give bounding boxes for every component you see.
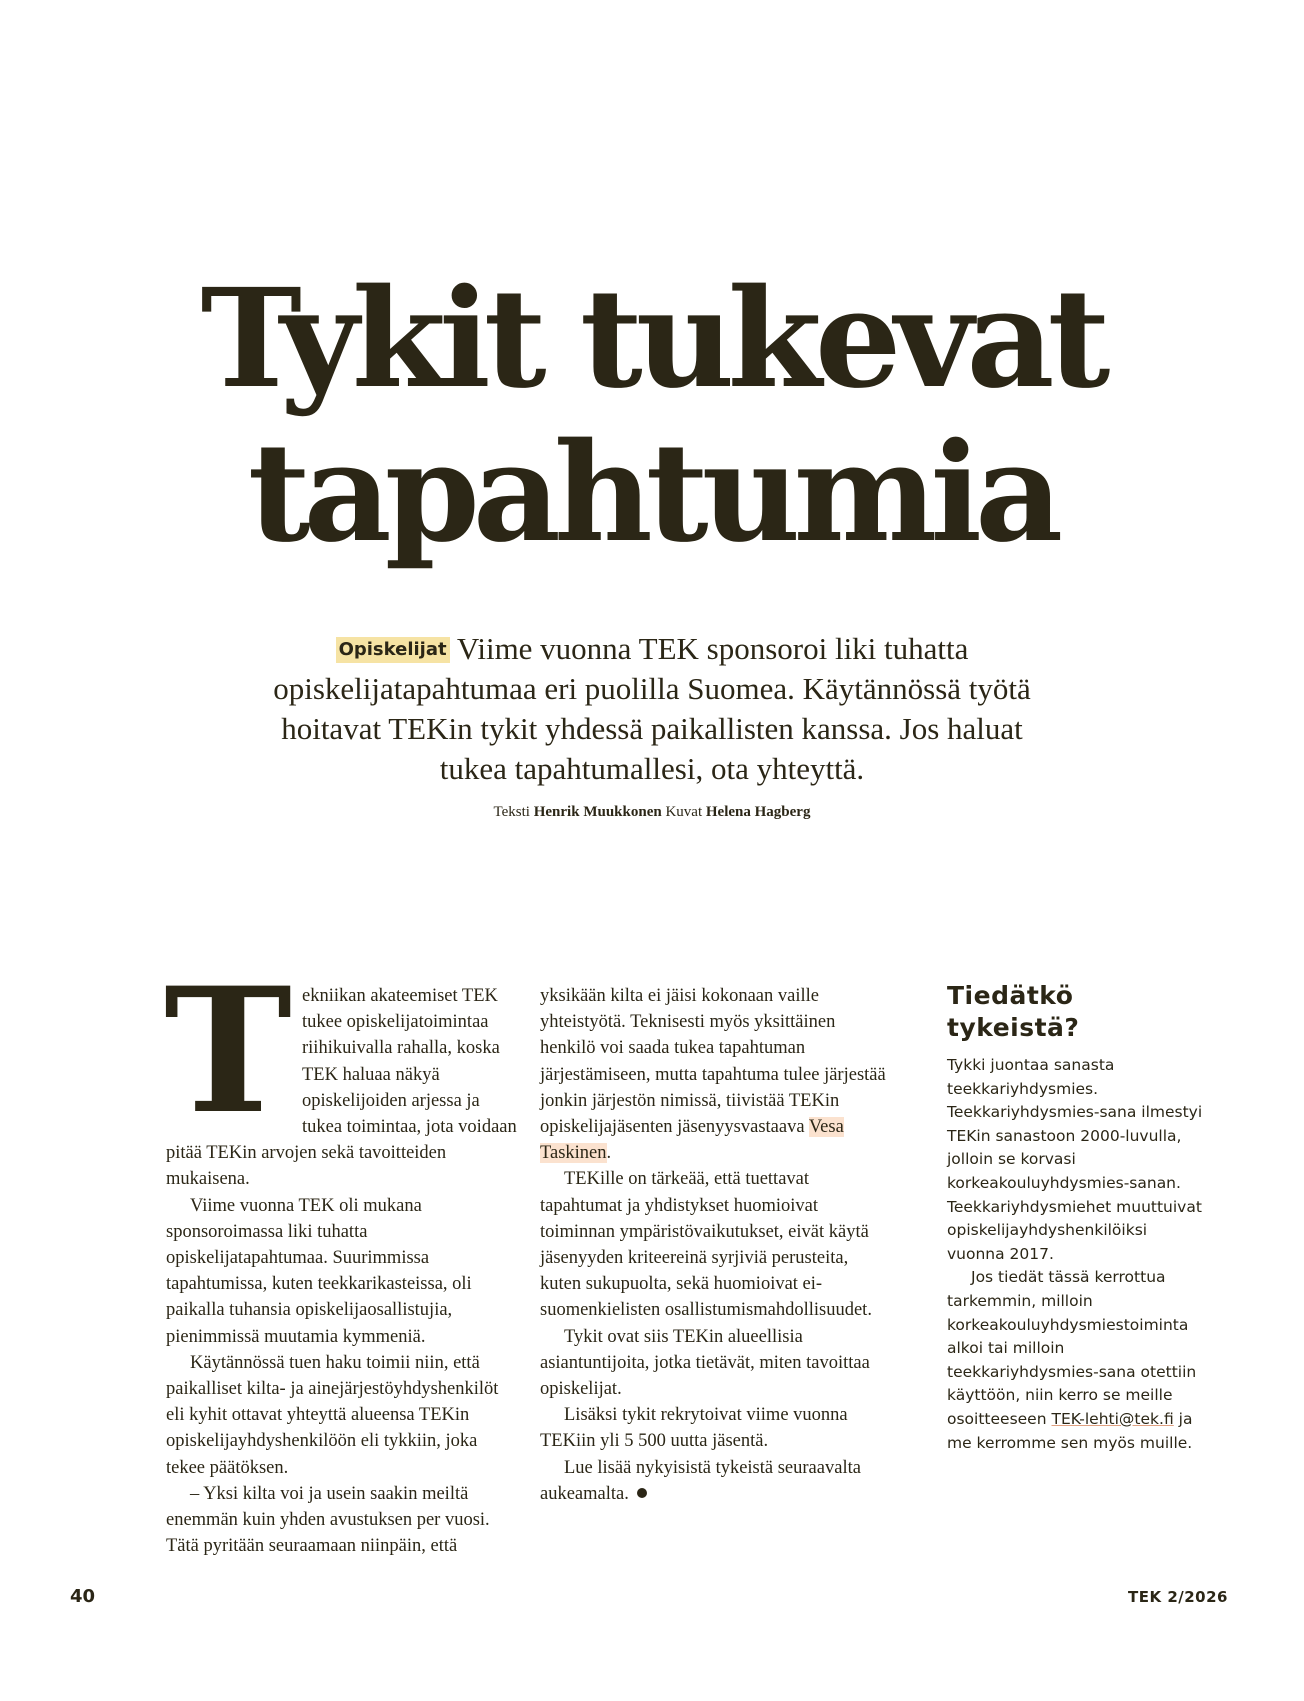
kicker-badge: Opiskelijat	[336, 637, 450, 663]
body-paragraph-4	[540, 983, 892, 1166]
headline-line-2: tapahtumia	[247, 413, 1057, 573]
article-column-1	[164, 949, 518, 1559]
body-paragraph-6: Tykit ovat siis TEKin alueellisia asiantuntijoita, jotka tietävät, miten tavoittaa opiskelijat.	[540, 1326, 870, 1400]
body-paragraph-4-end: .	[606, 1143, 612, 1164]
headline-line-1: Tykit tukevat	[200, 259, 1104, 419]
byline-author: Henrik Muukkonen	[533, 804, 662, 820]
body-paragraph-2: Viime vuonna TEK oli mukana sponsoroimassa liki tuhatta opiskelijatapahtumaa. Suurimmissa tapahtumissa, kuten teekkarikasteissa, oli paikalla tuhansia opiskelijaosallistujia, pienimmissä muutamia kymmeniä.	[166, 1195, 472, 1347]
drop-cap: T	[164, 949, 292, 1152]
byline	[0, 804, 1304, 821]
byline-photo-label: Kuvat	[665, 804, 703, 820]
byline-text-label: Teksti	[493, 804, 530, 820]
body-paragraph-1	[164, 949, 518, 1193]
sidebar-paragraph-2	[947, 1266, 1209, 1455]
email-link[interactable]: TEK-lehti@tek.fi	[1051, 1409, 1174, 1428]
headline	[0, 259, 1304, 573]
lede-text: Viime vuonna TEK sponsoroi liki tuhatta opiskelijatapahtumaa eri puolilla Suomea. Käytännössä työtä hoitavat TEKin tykit yhdessä paikallisten kanssa. Jos haluat tukea tapahtumallesi, ota yhteyttä.	[273, 631, 1031, 786]
article-column-2	[540, 983, 892, 1507]
body-paragraph-4-start: – Yksi kilta voi ja usein saakin meiltä enemmän kuin yhden avustuksen per vuosi. Tätä pyritään seuraamaan niinpäin, että	[166, 1483, 490, 1557]
highlighted-name: Vesa Taskinen	[540, 1117, 844, 1164]
sidebar-body	[947, 1054, 1209, 1455]
body-paragraph-8	[540, 1455, 892, 1507]
body-paragraph-7: Lisäksi tykit rekrytoivat viime vuonna TEKiin yli 5 500 uutta jäsentä.	[540, 1405, 848, 1452]
body-paragraph-3: Käytännössä tuen haku toimii niin, että paikalliset kilta- ja ainejärjestöyhdyshenkilöt eli kyhit ottavat yhteyttä alueensa TEKin opiskelijayhdyshenkilöön eli tykkiin, joka tekee päätöksen.	[166, 1352, 499, 1478]
body-paragraph-1-text: ekniikan akateemiset TEK tukee opiskelijatoimintaa riihikuivalla rahalla, koska TEK haluaa näkyä opiskelijoiden arjessa ja tukea toimintaa, jota voidaan pitää TEKin arvojen sekä tavoitteiden mukaisena.	[166, 986, 517, 1190]
sidebar-paragraph-2-text: Jos tiedät tässä kerrottua tarkemmin, milloin korkeakouluyhdysmiestoiminta alkoi tai milloin teekkariyhdysmies-sana otettiin käyttöön, niin kerro se meille osoitteeseen	[947, 1268, 1197, 1428]
sidebar-paragraph-1: Tykki juontaa sanasta teekkariyhdysmies. Teekkariyhdysmies-sana ilmestyi TEKin sanastoon 2000-luvulla, jolloin se korvasi korkeakouluyhdysmies-sanan. Teekkariyhdysmiehet muuttuivat opiskelijayhdyshenkilöiksi vuonna 2017.	[947, 1056, 1203, 1263]
body-paragraph-5: TEKille on tärkeää, että tuettavat tapahtumat ja yhdistykset huomioivat toiminnan ympäristövaikutukset, eivät käytä jäsenyyden kriteereinä syrjiviä perusteita, kuten sukupuolta, sekä huomioivat ei-suomenkielisten osallistumismahdollisuudet.	[540, 1169, 872, 1321]
issue-label: TEK 2/2026	[1128, 1588, 1228, 1606]
page-number: 40	[70, 1586, 96, 1607]
body-paragraph-8-text: Lue lisää nykyisistä tykeistä seuraavalta aukeamalta.	[540, 1457, 861, 1504]
sidebar-title: Tiedätkö tykeistä?	[947, 981, 1080, 1042]
end-mark-icon	[637, 1488, 647, 1498]
byline-photographer: Helena Hagberg	[705, 804, 811, 820]
sidebar-paragraph-2-end: ja me kerromme sen myös muille.	[947, 1409, 1193, 1452]
body-paragraph-4-text: yksikään kilta ei jäisi kokonaan vaille yhteistyötä. Teknisesti myös yksittäinen henkilö voi saada tukea tapahtuman järjestämiseen, mutta tapahtuma tulee järjestää jonkin järjestön nimissä, tiivistää TEKin opiskelijajäsenten jäsenyysvastaava	[540, 986, 886, 1138]
lede	[250, 629, 1054, 789]
